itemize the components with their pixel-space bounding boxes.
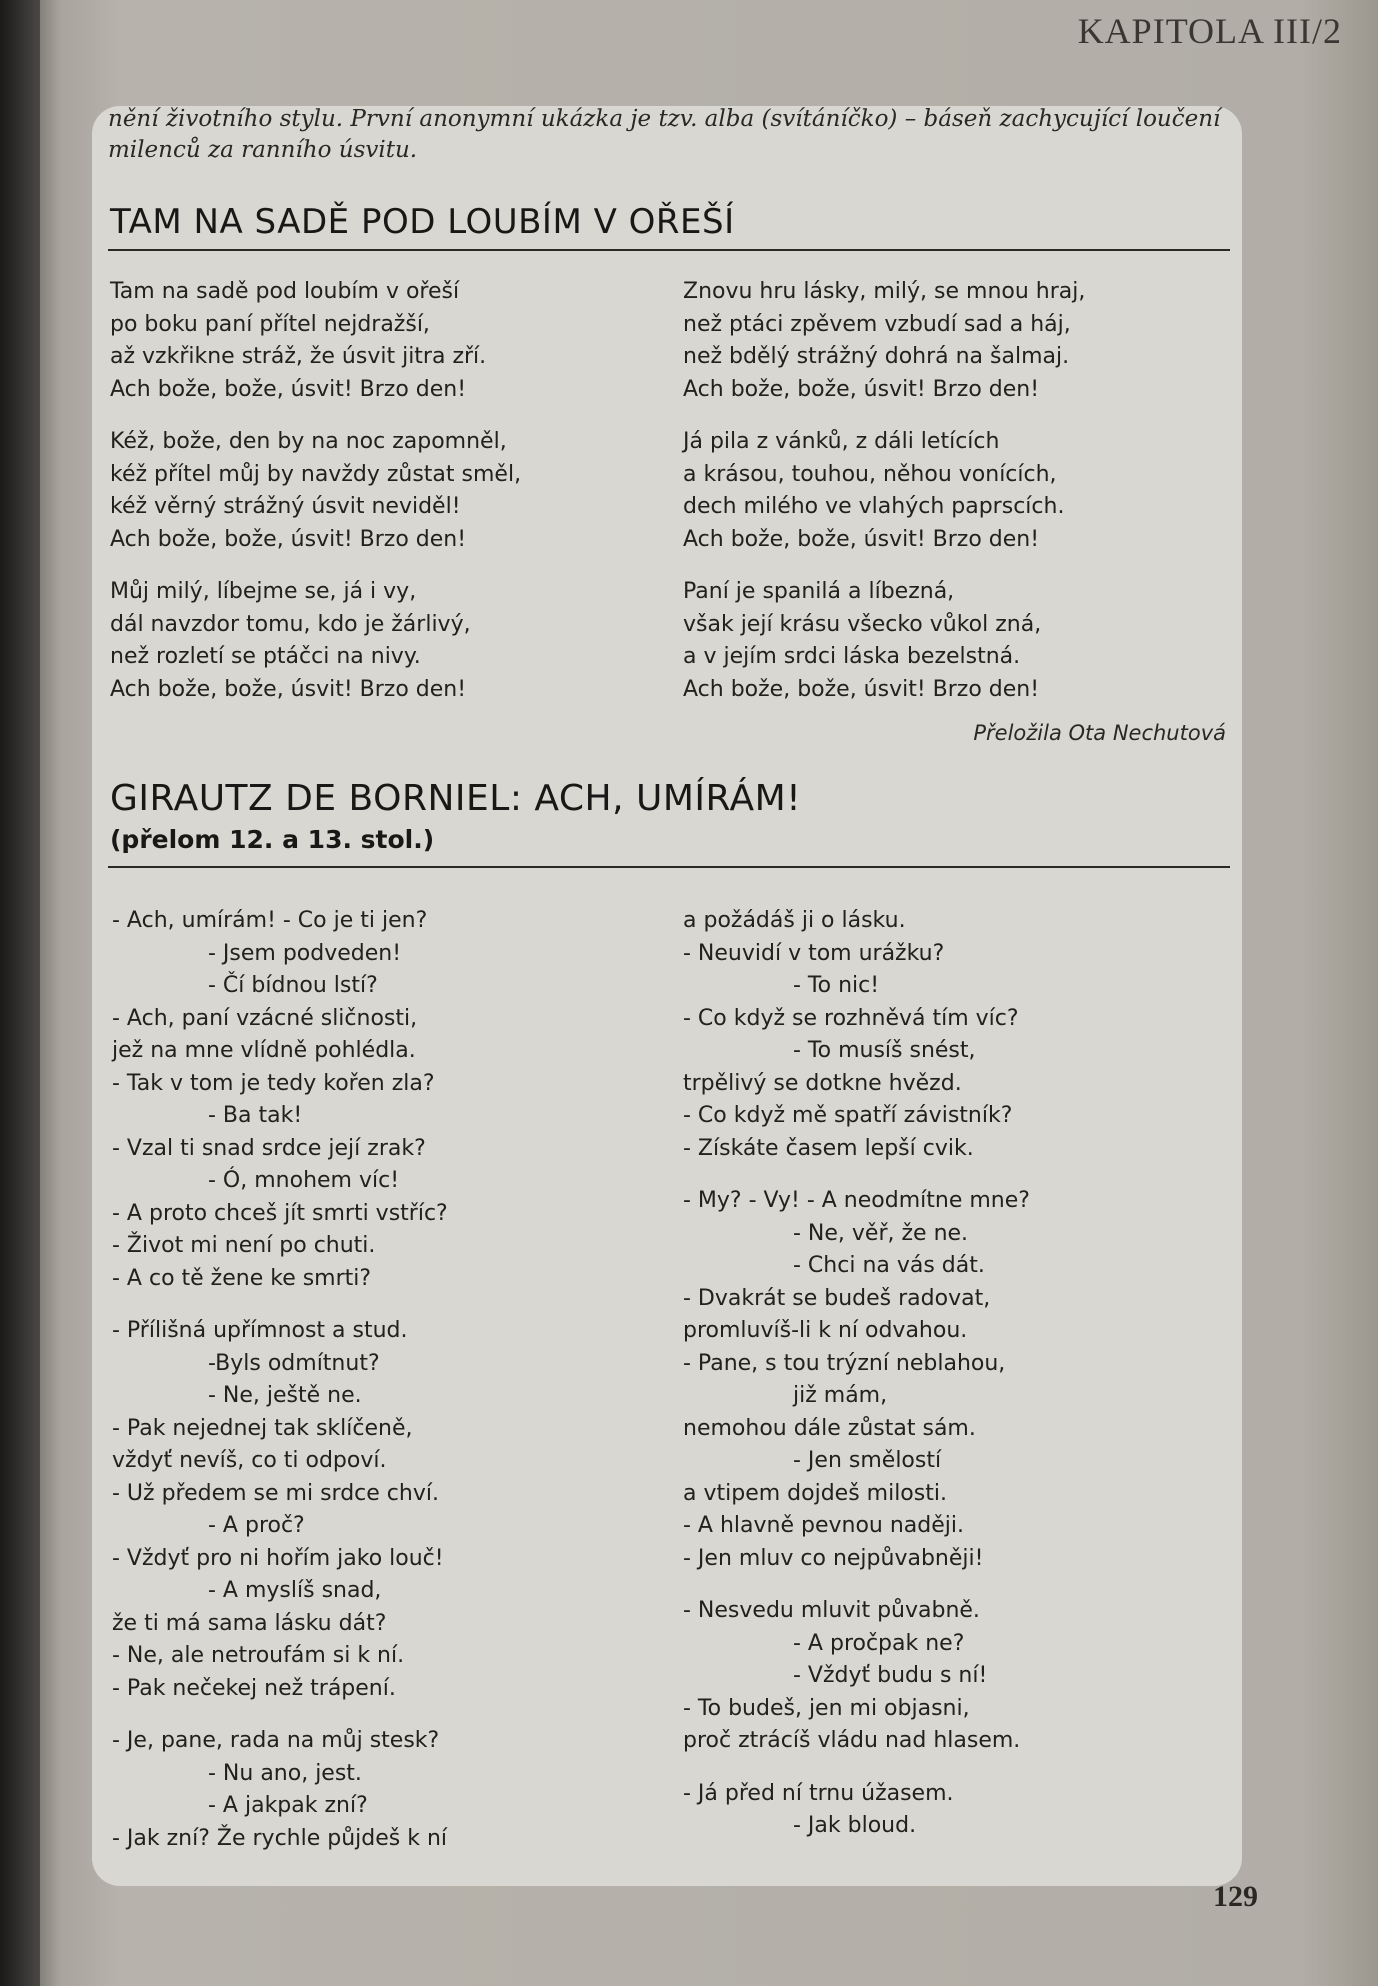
- verse-line: - Přílišná upřímnost a stud.: [112, 1318, 408, 1343]
- poem2-right-column: [683, 905, 1030, 1843]
- verse-line: než rozletí se ptáčci na nivy.: [110, 644, 421, 669]
- verse-line: Paní je spanilá a líbezná,: [683, 579, 955, 604]
- verse-line: - Vždyť budu s ní!: [793, 1663, 988, 1688]
- verse-line: - Ne, ale netroufám si k ní.: [112, 1643, 405, 1668]
- verse-line: - Ó, mnohem víc!: [208, 1168, 400, 1193]
- verse-line: - Jen mluv co nejpůvabněji!: [683, 1545, 984, 1571]
- verse-line: Tam na sadě pod loubím v ořeší: [110, 279, 460, 304]
- verse-line: Můj milý, líbejme se, já i vy,: [110, 579, 417, 604]
- verse-line: - A co tě žene ke smrti?: [112, 1265, 372, 1291]
- verse-line: - Už předem se mi srdce chví.: [112, 1480, 439, 1506]
- stanza-gap: [112, 1705, 448, 1725]
- verse-line: - Neuvidí v tom urážku?: [683, 940, 945, 966]
- book-spine-shadow: [0, 0, 40, 1986]
- verse-line: - A myslíš snad,: [208, 1578, 382, 1603]
- verse-line: - Jen smělostí: [793, 1448, 942, 1473]
- verse-line: - Vzal ti snad srdce její zrak?: [112, 1135, 426, 1161]
- stanza-gap: [110, 406, 521, 426]
- verse-line: trpělivý se dotkne hvězd.: [683, 1070, 962, 1096]
- verse-line: dech milého ve vlahých paprscích.: [683, 494, 1065, 519]
- verse-line: - Získáte časem lepší cvik.: [683, 1135, 974, 1161]
- intro-paragraph: nění životního stylu. První anonymní ukázka je tzv. alba (svítáníčko) – báseň zachycující loučení milenců za ranního úsvitu.: [108, 106, 1221, 163]
- verse-line: - Nu ano, jest.: [208, 1760, 362, 1786]
- verse-line: než bdělý strážný dohrá na šalmaj.: [683, 344, 1070, 369]
- verse-line: - Chci na vás dát.: [793, 1253, 985, 1278]
- poem1-title: TAM NA SADĚ POD LOUBÍM V OŘEŠÍ: [110, 202, 735, 242]
- verse-line: - To budeš, jen mi objasni,: [683, 1695, 970, 1721]
- stanza-gap: [683, 1165, 1030, 1185]
- verse-line: - Ne, ještě ne.: [208, 1383, 362, 1408]
- stanza-gap: [112, 1295, 448, 1315]
- running-head: KAPITOLA III/2: [1077, 11, 1342, 51]
- verse-line: - Ach, paní vzácné sličnosti,: [112, 1005, 418, 1031]
- verse-line: - A hlavně pevnou naději.: [683, 1513, 965, 1538]
- verse-line: kéž věrný strážný úsvit neviděl!: [110, 494, 461, 519]
- poem1-right-column: [683, 276, 1085, 706]
- verse-line: - Pane, s tou trýzní neblahou,: [683, 1350, 1006, 1376]
- verse-line: - Ach, umírám! - Co je ti jen?: [112, 908, 428, 933]
- verse-line: - To nic!: [793, 973, 880, 998]
- verse-line: - A proč?: [208, 1513, 305, 1538]
- verse-line: - A jakpak zní?: [208, 1793, 368, 1818]
- verse-line: vždyť nevíš, co ti odpoví.: [112, 1448, 387, 1473]
- stanza-gap: [683, 406, 1085, 426]
- poem1-left-column: [110, 276, 521, 706]
- verse-line: - Co když mě spatří závistník?: [683, 1103, 1013, 1128]
- poem2-title: GIRAUTZ DE BORNIEL: ACH, UMÍRÁM!: [110, 778, 802, 819]
- verse-line: - Život mi není po chuti.: [112, 1233, 376, 1258]
- verse-line: však její krásu všecko vůkol zná,: [683, 611, 1042, 637]
- verse-line: - My? - Vy! - A neodmítne mne?: [683, 1188, 1030, 1213]
- verse-line: - Pak nečekej než trápení.: [112, 1675, 396, 1701]
- verse-line: - Vždyť pro ni hořím jako louč!: [112, 1545, 444, 1571]
- verse-line: Kéž, bože, den by na noc zapomněl,: [110, 429, 507, 454]
- verse-line: a v jejím srdci láska bezelstná.: [683, 644, 1021, 669]
- verse-line: - Nesvedu mluvit půvabně.: [683, 1598, 980, 1623]
- verse-line: již mám,: [793, 1383, 888, 1408]
- verse-line: - A pročpak ne?: [793, 1630, 965, 1656]
- stanza-gap: [683, 1575, 1030, 1595]
- verse-line: - Ne, věř, že ne.: [793, 1220, 969, 1246]
- verse-line: - Pak nejednej tak sklíčeně,: [112, 1415, 413, 1441]
- stanza-gap: [683, 556, 1085, 576]
- verse-line: - A proto chceš jít smrti vstříc?: [112, 1200, 448, 1226]
- stanza-gap: [110, 556, 521, 576]
- verse-line: že ti má sama lásku dát?: [112, 1610, 387, 1636]
- verse-line: - Je, pane, rada na můj stesk?: [112, 1728, 440, 1753]
- verse-line: - Co když se rozhněvá tím víc?: [683, 1005, 1019, 1031]
- verse-line: promluvíš-li k ní odvahou.: [683, 1318, 968, 1343]
- verse-line: Ach bože, bože, úsvit! Brzo den!: [683, 376, 1040, 402]
- translator-credit: Přeložila Ota Nechutová: [973, 721, 1226, 745]
- stanza-gap: [683, 1758, 1030, 1778]
- poem2-left-column: [112, 905, 448, 1855]
- verse-line: než ptáci zpěvem vzbudí sad a háj,: [683, 311, 1071, 337]
- verse-line: Znovu hru lásky, milý, se mnou hraj,: [683, 279, 1086, 304]
- verse-line: Ach bože, bože, úsvit! Brzo den!: [110, 526, 467, 552]
- verse-line: až vzkřikne stráž, že úsvit jitra zří.: [110, 344, 487, 369]
- verse-line: jež na mne vlídně pohlédla.: [112, 1038, 416, 1063]
- poem2-subtitle: (přelom 12. a 13. stol.): [110, 825, 435, 854]
- page-number: 129: [1213, 1880, 1258, 1913]
- verse-line: Ach bože, bože, úsvit! Brzo den!: [110, 676, 467, 702]
- verse-line: proč ztrácíš vládu nad hlasem.: [683, 1728, 1021, 1753]
- verse-line: po boku paní přítel nejdražší,: [110, 311, 430, 337]
- title-rule: [108, 249, 1230, 251]
- verse-line: - Jak zní? Že rychle půjdeš k ní: [112, 1825, 448, 1851]
- verse-line: - Dvakrát se budeš radovat,: [683, 1285, 991, 1311]
- verse-line: dál navzdor tomu, kdo je žárlivý,: [110, 611, 471, 637]
- verse-line: - Čí bídnou lstí?: [208, 973, 378, 998]
- title-rule: [108, 866, 1230, 868]
- verse-line: nemohou dále zůstat sám.: [683, 1415, 976, 1441]
- verse-line: - Jak bloud.: [793, 1813, 917, 1838]
- verse-line: -Byls odmítnut?: [208, 1350, 380, 1376]
- verse-line: - Ba tak!: [208, 1103, 303, 1128]
- verse-line: a krásou, touhou, něhou vonících,: [683, 461, 1057, 487]
- verse-line: - Tak v tom je tedy kořen zla?: [112, 1070, 435, 1096]
- verse-line: Ach bože, bože, úsvit! Brzo den!: [683, 676, 1040, 702]
- verse-line: Ach bože, bože, úsvit! Brzo den!: [683, 526, 1040, 552]
- verse-line: - To musíš snést,: [793, 1038, 976, 1063]
- verse-line: a požádáš ji o lásku.: [683, 908, 906, 933]
- verse-line: - Jsem podveden!: [208, 940, 402, 966]
- verse-line: Já pila z vánků, z dáli letících: [683, 429, 1000, 454]
- verse-line: - Já před ní trnu úžasem.: [683, 1780, 954, 1806]
- verse-line: a vtipem dojdeš milosti.: [683, 1480, 947, 1506]
- verse-line: Ach bože, bože, úsvit! Brzo den!: [110, 376, 467, 402]
- verse-line: kéž přítel můj by navždy zůstat směl,: [110, 461, 522, 487]
